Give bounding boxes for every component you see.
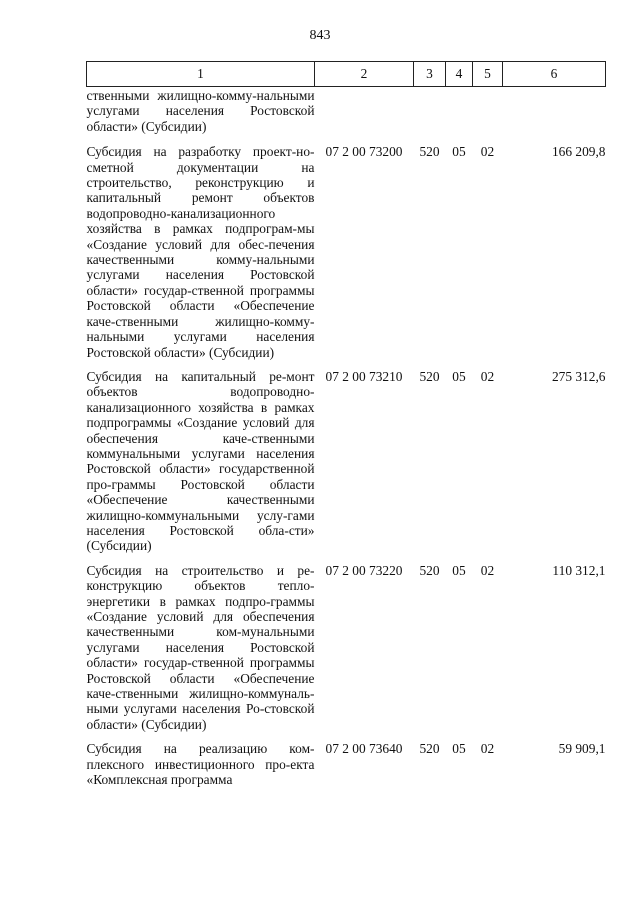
row-expense-type: 520 <box>419 741 440 757</box>
table-row <box>87 741 606 796</box>
row-subsection: 02 <box>480 368 495 384</box>
row-section <box>446 87 473 145</box>
row-section: 05 <box>452 368 466 384</box>
row-target-code: 07 2 00 73210 <box>325 368 403 384</box>
row-target-code: 07 2 00 73640 <box>325 741 403 757</box>
row-amount: 59 909,1 <box>558 741 606 757</box>
row-section: 05 <box>452 741 466 757</box>
row-section: 05 <box>452 144 466 160</box>
row-description: Субсидия на капитальный ре-монт объектов водопроводно-канализационного хозяйства в рамках подпрограммы «Создание условий для обеспечения каче-ственными коммунальными услугами населения Ростовской области» государственной про-граммы Ростовской области «Обеспечение качественными жилищно-коммунальными услу-гами населения Ростовской обла-сти» (Субсидии) <box>86 368 315 554</box>
row-expense-type: 520 <box>419 368 440 384</box>
row-target-code <box>315 87 414 145</box>
header-col-1: 1 <box>87 62 315 87</box>
budget-table <box>86 61 606 796</box>
header-col-4: 4 <box>446 62 473 87</box>
table-row <box>87 87 606 145</box>
row-description: Субсидия на строительство и ре-конструкцию объектов тепло-энергетики в рамках подпро-граммы «Создание условий для обеспечения качественными ком-мунальными услугами населения Ростовской области» государ-ственной программы Ростовской области «Обеспечение каче-ственными жилищно-коммуналь-ными услугами населения Ро-стовской области» (Субсидии) <box>86 562 315 732</box>
table-row <box>87 563 606 741</box>
row-section: 05 <box>452 562 466 578</box>
header-col-6: 6 <box>503 62 606 87</box>
row-subsection: 02 <box>480 741 495 757</box>
row-description: ственными жилищно-комму-нальными услугами населения Ростовской области» (Субсидии) <box>86 88 315 134</box>
row-target-code: 07 2 00 73200 <box>325 144 403 160</box>
row-expense-type: 520 <box>419 144 440 160</box>
row-target-code: 07 2 00 73220 <box>325 562 403 578</box>
row-expense-type: 520 <box>419 562 440 578</box>
header-col-2: 2 <box>315 62 414 87</box>
row-expense-type <box>414 87 446 145</box>
row-description: Субсидия на разработку проект-но-сметной документации на строительство, реконструкцию и капитальный ремонт объектов водопроводно-канализационного хозяйства в рамках подпрограм-мы «Создание условий для обес-печения качественными комму-нальными услугами населения Ростовской области» государ-ственной программы Ростовской области «Обеспечение каче-ственными жилищно-комму-нальными услугами населения Ростовской области» (Субсидии) <box>86 144 315 360</box>
header-col-3: 3 <box>414 62 446 87</box>
row-subsection: 02 <box>480 562 495 578</box>
row-amount: 166 209,8 <box>551 144 606 160</box>
table-header-row <box>87 62 606 87</box>
table-row <box>87 369 606 563</box>
row-amount: 110 312,1 <box>552 562 606 578</box>
table-row <box>87 144 606 369</box>
header-col-5: 5 <box>473 62 503 87</box>
row-amount <box>503 87 606 145</box>
row-subsection <box>473 87 503 145</box>
row-description: Субсидия на реализацию ком-плексного инвестиционного про-екта «Комплексная программа <box>86 741 315 788</box>
page-number: 843 <box>309 28 331 43</box>
row-subsection: 02 <box>480 144 495 160</box>
row-amount: 275 312,6 <box>551 368 606 384</box>
